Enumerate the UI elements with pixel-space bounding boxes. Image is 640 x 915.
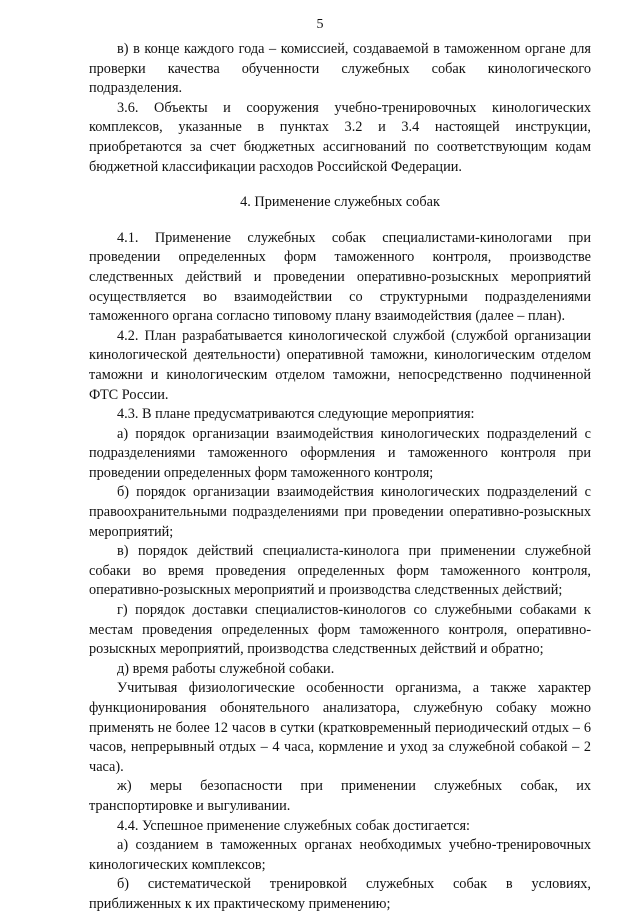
list-item: а) созданием в таможенных органах необходимых учебно-тренировочных кинологических комплексов; (89, 837, 591, 873)
list-item: а) порядок организации взаимодействия кинологических подразделений с подразделениями таможенного оформления и таможенного контроля при проведении определенных форм таможенного контроля; (89, 425, 591, 481)
paragraph: 4.3. В плане предусматриваются следующие мероприятия: (117, 406, 475, 423)
section-heading: 4. Применение служебных собак (240, 194, 440, 211)
page-number: 5 (316, 17, 324, 32)
paragraph: 4.1. Применение служебных собак специалистами-кинологами при проведении определенных форм таможенного контроля, производстве следственных действий и проведении оперативно-розыскных мероприятий осуществляется во взаимодействии со структурными подразделениями таможенного органа согласно типовому плану взаимодействия (далее – план). (89, 229, 591, 325)
list-item: б) систематической тренировкой служебных собак в условиях, приближенных к их практическому применению; (89, 876, 591, 912)
list-item: в) порядок действий специалиста-кинолога при применении служебной собаки во время проведения определенных форм таможенного контроля, оперативно-розыскных мероприятий и производства следственных действий; (89, 543, 591, 599)
list-item: д) время работы служебной собаки. (117, 660, 335, 677)
document-body (89, 40, 591, 915)
list-item: г) порядок доставки специалистов-кинологов со служебными собаками к местам проведения определенных форм таможенного контроля, оперативно-розыскных мероприятий, производства следственных действий и обратно; (89, 602, 591, 658)
paragraph: Учитывая физиологические особенности организма, а также характер функционирования обонятельного анализатора, служебную собаку можно применять не более 12 часов в сутки (кратковременный периодический отдых – 6 часов, непрерывный отдых – 4 часа, кормление и уход за служебной собакой – 2 часа). (89, 680, 591, 775)
paragraph: 4.4. Успешное применение служебных собак достигается: (117, 817, 470, 834)
paragraph: в) в конце каждого года – комиссией, создаваемой в таможенном органе для проверки качества обученности служебных собак кинологического подразделения. (89, 41, 591, 97)
list-item: ж) меры безопасности при применении служебных собак, их транспортировке и выгуливании. (89, 778, 591, 814)
paragraph: 4.2. План разрабатывается кинологической службой (службой организации кинологической деятельности) оперативной таможни, кинологическим отделом таможни и кинологическим отделом таможни, непосредственно подчиненной ФТС России. (89, 327, 591, 403)
list-item: б) порядок организации взаимодействия кинологических подразделений с правоохранительными подразделениями при проведении оперативно-розыскных мероприятий; (89, 484, 591, 540)
paragraph: 3.6. Объекты и сооружения учебно-тренировочных кинологических комплексов, указанные в пунктах 3.2 и 3.4 настоящей инструкции, приобретаются за счет бюджетных ассигнований по соответствующим кодам бюджетной классификации расходов Российской Федерации. (89, 99, 591, 175)
